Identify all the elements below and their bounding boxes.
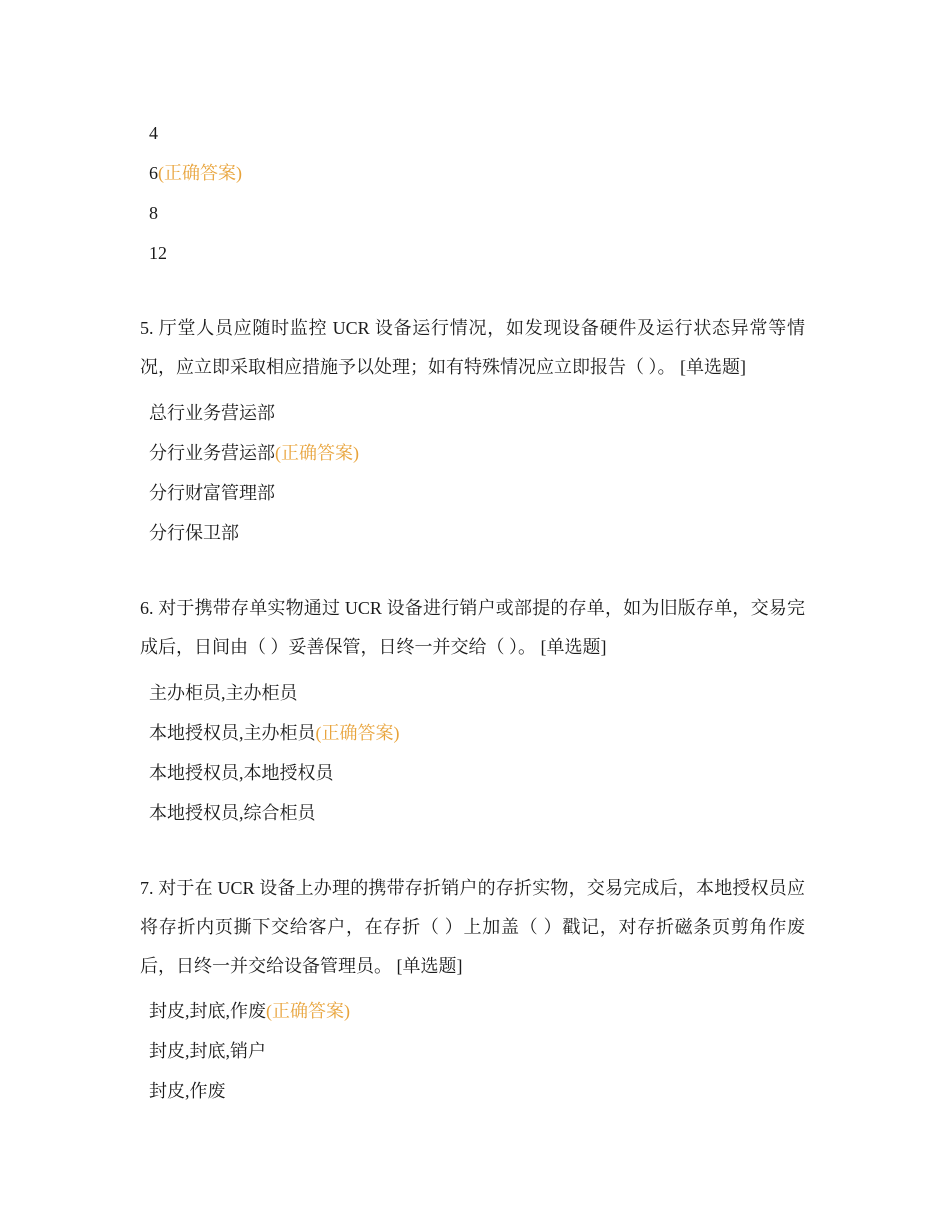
option-text: 封皮,封底,作废 [149,1001,266,1021]
option-text: 分行财富管理部 [149,483,275,503]
q4-option-d [149,241,167,265]
correct-answer-marker: (正确答案) [266,1001,350,1021]
option-text: 封皮,作废 [149,1081,226,1101]
option-text: 本地授权员,综合柜员 [149,803,316,823]
q4-option-a [149,121,158,145]
option-text: 总行业务营运部 [149,403,275,423]
option-text: 分行保卫部 [149,523,239,543]
question-type-tag: [单选题] [540,637,607,657]
correct-answer-marker: (正确答案) [158,163,242,183]
option-text: 本地授权员,主办柜员 [149,723,316,743]
q4-option-c [149,201,158,225]
correct-answer-marker: (正确答案) [275,443,359,463]
q5-option-b [149,441,359,465]
q6-option-b [149,721,400,745]
q7-option-c [149,1079,226,1103]
q4-option-b [149,161,242,185]
option-text: 6 [149,163,158,183]
q5-option-c [149,481,275,505]
q6-option-d [149,801,316,825]
option-text: 分行业务营运部 [149,443,275,463]
option-text: 4 [149,123,158,143]
question-text: 5. 厅堂人员应随时监控 UCR 设备运行情况，如发现设备硬件及运行状态异常等情况，应立即采取相应措施予以处理；如有特殊情况应立即报告（ ）。 [140,318,805,377]
question-6 [140,589,805,667]
option-text: 本地授权员,本地授权员 [149,763,334,783]
question-text: 6. 对于携带存单实物通过 UCR 设备进行销户或部提的存单，如为旧版存单，交易完成后，日间由（ ）妥善保管，日终一并交给（ ）。 [140,598,805,657]
option-text: 主办柜员,主办柜员 [149,683,298,703]
q7-option-b [149,1039,266,1063]
question-5 [140,309,805,387]
q7-option-a [149,999,350,1023]
question-type-tag: [单选题] [680,357,746,377]
question-text: 7. 对于在 UCR 设备上办理的携带存折销户的存折实物，交易完成后，本地授权员应将存折内页撕下交给客户，在存折（ ）上加盖（ ）戳记，对存折磁条页剪角作废后，日终一并交给设备管理员。 [140,878,805,976]
option-text: 封皮,封底,销户 [149,1041,266,1061]
q6-option-a [149,681,298,705]
question-7 [140,869,805,986]
q5-option-d [149,521,239,545]
correct-answer-marker: (正确答案) [315,723,400,743]
q5-option-a [149,401,275,425]
option-text: 8 [149,203,158,223]
question-type-tag: [单选题] [396,956,463,976]
q6-option-c [149,761,334,785]
option-text: 12 [149,243,167,263]
